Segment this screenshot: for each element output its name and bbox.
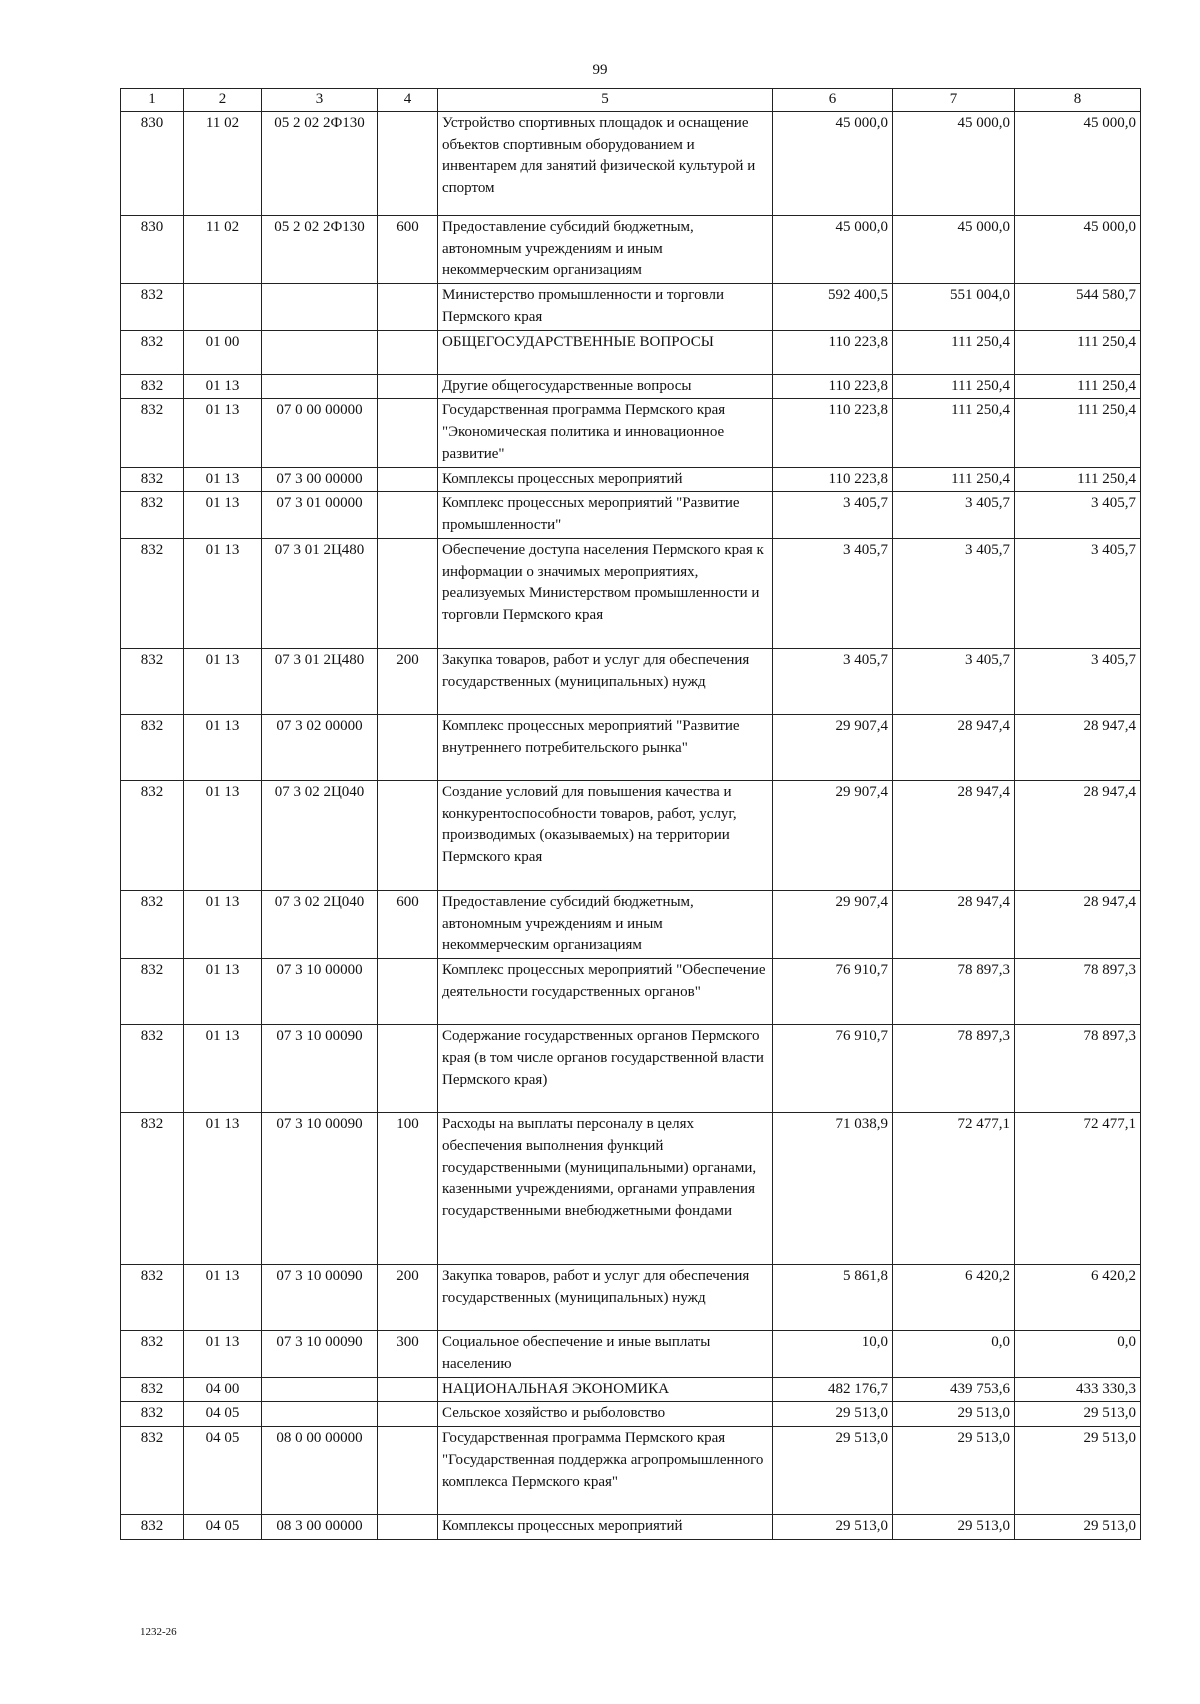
cell-c8: 78 897,3 [1015,959,1141,1025]
cell-c5: Министерство промышленности и торговли Пермского края [438,284,773,331]
table-row [121,399,1141,467]
table-row [121,467,1141,492]
cell-c5: Комплекс процессных мероприятий "Обеспечение деятельности государственных органов" [438,959,773,1025]
cell-c2: 01 13 [184,648,262,714]
table-body [121,111,1141,1539]
cell-c3: 05 2 02 2Ф130 [262,111,378,215]
cell-c3: 07 3 00 00000 [262,467,378,492]
cell-c1: 832 [121,780,184,890]
cell-c8: 29 513,0 [1015,1402,1141,1427]
table-row [121,284,1141,331]
cell-c6: 3 405,7 [773,538,893,648]
cell-c4 [378,1515,438,1540]
cell-c4 [378,330,438,374]
table-row [121,890,1141,958]
cell-c6: 29 907,4 [773,780,893,890]
cell-c2: 01 13 [184,1113,262,1265]
cell-c3 [262,374,378,399]
cell-c7: 3 405,7 [893,648,1015,714]
cell-c5: НАЦИОНАЛЬНАЯ ЭКОНОМИКА [438,1377,773,1402]
cell-c4 [378,492,438,539]
cell-c2: 04 05 [184,1427,262,1515]
cell-c4: 300 [378,1331,438,1378]
cell-c4 [378,399,438,467]
cell-c7: 6 420,2 [893,1265,1015,1331]
cell-c6: 110 223,8 [773,330,893,374]
cell-c8: 28 947,4 [1015,780,1141,890]
cell-c8: 29 513,0 [1015,1427,1141,1515]
table-row [121,374,1141,399]
cell-c2: 01 13 [184,1025,262,1113]
cell-c6: 10,0 [773,1331,893,1378]
cell-c1: 832 [121,648,184,714]
cell-c4 [378,1025,438,1113]
cell-c1: 832 [121,399,184,467]
cell-c8: 3 405,7 [1015,648,1141,714]
cell-c4 [378,467,438,492]
cell-c1: 832 [121,374,184,399]
cell-c5: Расходы на выплаты персоналу в целях обеспечения выполнения функций государственными (муниципальными) органами, казенными учреждениями, органами управления государственными внебюджетными фондами [438,1113,773,1265]
cell-c7: 29 513,0 [893,1515,1015,1540]
table-row [121,1515,1141,1540]
cell-c5: Другие общегосударственные вопросы [438,374,773,399]
cell-c5: Предоставление субсидий бюджетным, автономным учреждениям и иным некоммерческим организациям [438,215,773,283]
cell-c7: 29 513,0 [893,1427,1015,1515]
cell-c5: Социальное обеспечение и иные выплаты населению [438,1331,773,1378]
cell-c2: 04 05 [184,1515,262,1540]
cell-c6: 110 223,8 [773,374,893,399]
cell-c4: 100 [378,1113,438,1265]
table-row [121,714,1141,780]
cell-c4 [378,1427,438,1515]
cell-c1: 832 [121,1427,184,1515]
cell-c5: Комплексы процессных мероприятий [438,1515,773,1540]
cell-c7: 3 405,7 [893,492,1015,539]
cell-c2: 04 05 [184,1402,262,1427]
cell-c5: Закупка товаров, работ и услуг для обеспечения государственных (муниципальных) нужд [438,1265,773,1331]
table-row [121,1025,1141,1113]
cell-c6: 592 400,5 [773,284,893,331]
cell-c2: 01 13 [184,1331,262,1378]
cell-c8: 45 000,0 [1015,111,1141,215]
cell-c7: 111 250,4 [893,330,1015,374]
cell-c7: 111 250,4 [893,467,1015,492]
cell-c6: 3 405,7 [773,492,893,539]
document-code: 1232-26 [140,1626,177,1638]
cell-c7: 551 004,0 [893,284,1015,331]
cell-c5: Комплексы процессных мероприятий [438,467,773,492]
table-row [121,1265,1141,1331]
cell-c6: 110 223,8 [773,399,893,467]
column-header: 6 [773,89,893,112]
cell-c7: 45 000,0 [893,111,1015,215]
cell-c4 [378,780,438,890]
cell-c8: 111 250,4 [1015,330,1141,374]
cell-c5: Закупка товаров, работ и услуг для обеспечения государственных (муниципальных) нужд [438,648,773,714]
cell-c3 [262,1402,378,1427]
cell-c6: 71 038,9 [773,1113,893,1265]
cell-c1: 832 [121,492,184,539]
column-header: 3 [262,89,378,112]
table-row [121,538,1141,648]
cell-c5: Содержание государственных органов Пермского края (в том числе органов государственной власти Пермского края) [438,1025,773,1113]
cell-c4 [378,374,438,399]
cell-c8: 6 420,2 [1015,1265,1141,1331]
cell-c4: 200 [378,648,438,714]
cell-c7: 72 477,1 [893,1113,1015,1265]
cell-c7: 29 513,0 [893,1402,1015,1427]
cell-c7: 439 753,6 [893,1377,1015,1402]
cell-c3: 07 3 10 00090 [262,1331,378,1378]
cell-c2: 01 13 [184,780,262,890]
cell-c3 [262,1377,378,1402]
cell-c5: Устройство спортивных площадок и оснащение объектов спортивным оборудованием и инвентарем для занятий физической культурой и спортом [438,111,773,215]
cell-c3: 07 0 00 00000 [262,399,378,467]
cell-c6: 482 176,7 [773,1377,893,1402]
cell-c1: 832 [121,1025,184,1113]
cell-c2: 01 00 [184,330,262,374]
cell-c1: 830 [121,215,184,283]
page-number: 99 [592,62,608,78]
cell-c3: 08 0 00 00000 [262,1427,378,1515]
cell-c7: 111 250,4 [893,374,1015,399]
column-header: 5 [438,89,773,112]
cell-c1: 832 [121,959,184,1025]
cell-c3: 07 3 02 2Ц040 [262,780,378,890]
cell-c3: 08 3 00 00000 [262,1515,378,1540]
cell-c7: 28 947,4 [893,780,1015,890]
table-row [121,492,1141,539]
cell-c1: 832 [121,284,184,331]
cell-c1: 832 [121,1331,184,1378]
cell-c2: 01 13 [184,1265,262,1331]
cell-c8: 111 250,4 [1015,467,1141,492]
cell-c3 [262,284,378,331]
cell-c1: 832 [121,1515,184,1540]
cell-c8: 72 477,1 [1015,1113,1141,1265]
cell-c7: 45 000,0 [893,215,1015,283]
cell-c6: 29 907,4 [773,890,893,958]
cell-c8: 433 330,3 [1015,1377,1141,1402]
cell-c2: 01 13 [184,374,262,399]
cell-c1: 832 [121,1402,184,1427]
cell-c6: 45 000,0 [773,215,893,283]
cell-c4 [378,538,438,648]
cell-c2 [184,284,262,331]
cell-c3: 07 3 10 00090 [262,1113,378,1265]
cell-c5: Создание условий для повышения качества и конкурентоспособности товаров, работ, услуг, производимых (оказываемых) на территории Пермского края [438,780,773,890]
column-header: 1 [121,89,184,112]
cell-c1: 832 [121,1377,184,1402]
cell-c8: 3 405,7 [1015,492,1141,539]
cell-c4 [378,284,438,331]
cell-c7: 3 405,7 [893,538,1015,648]
column-header: 8 [1015,89,1141,112]
cell-c6: 29 513,0 [773,1515,893,1540]
cell-c3: 07 3 01 00000 [262,492,378,539]
cell-c4 [378,959,438,1025]
cell-c3 [262,330,378,374]
cell-c1: 832 [121,538,184,648]
cell-c1: 832 [121,714,184,780]
cell-c8: 111 250,4 [1015,374,1141,399]
cell-c1: 830 [121,111,184,215]
cell-c6: 29 513,0 [773,1402,893,1427]
table-row [121,648,1141,714]
cell-c5: Государственная программа Пермского края "Государственная поддержка агропромышленного комплекса Пермского края" [438,1427,773,1515]
cell-c5: ОБЩЕГОСУДАРСТВЕННЫЕ ВОПРОСЫ [438,330,773,374]
cell-c3: 07 3 02 00000 [262,714,378,780]
cell-c4: 600 [378,215,438,283]
cell-c7: 111 250,4 [893,399,1015,467]
cell-c2: 01 13 [184,890,262,958]
cell-c8: 111 250,4 [1015,399,1141,467]
cell-c4: 200 [378,1265,438,1331]
cell-c4 [378,714,438,780]
cell-c2: 11 02 [184,215,262,283]
cell-c2: 04 00 [184,1377,262,1402]
cell-c8: 45 000,0 [1015,215,1141,283]
cell-c4 [378,111,438,215]
table-row [121,1402,1141,1427]
cell-c1: 832 [121,1113,184,1265]
column-header: 2 [184,89,262,112]
cell-c1: 832 [121,330,184,374]
cell-c7: 78 897,3 [893,959,1015,1025]
column-header: 4 [378,89,438,112]
cell-c2: 01 13 [184,492,262,539]
cell-c7: 28 947,4 [893,714,1015,780]
cell-c6: 45 000,0 [773,111,893,215]
header-row [121,89,1141,112]
cell-c4 [378,1377,438,1402]
budget-table [120,88,1141,1540]
cell-c3: 07 3 10 00090 [262,1025,378,1113]
table-row [121,780,1141,890]
cell-c4: 600 [378,890,438,958]
table-row [121,959,1141,1025]
cell-c6: 5 861,8 [773,1265,893,1331]
table-row [121,1331,1141,1378]
table-row [121,215,1141,283]
table-row [121,111,1141,215]
cell-c6: 110 223,8 [773,467,893,492]
cell-c5: Предоставление субсидий бюджетным, автономным учреждениям и иным некоммерческим организациям [438,890,773,958]
table-row [121,1113,1141,1265]
cell-c6: 76 910,7 [773,959,893,1025]
cell-c4 [378,1402,438,1427]
cell-c2: 11 02 [184,111,262,215]
cell-c5: Комплекс процессных мероприятий "Развитие промышленности" [438,492,773,539]
cell-c5: Государственная программа Пермского края "Экономическая политика и инновационное развитие" [438,399,773,467]
cell-c8: 3 405,7 [1015,538,1141,648]
cell-c2: 01 13 [184,538,262,648]
cell-c8: 28 947,4 [1015,890,1141,958]
cell-c2: 01 13 [184,467,262,492]
cell-c7: 28 947,4 [893,890,1015,958]
cell-c1: 832 [121,890,184,958]
cell-c3: 07 3 01 2Ц480 [262,648,378,714]
column-header: 7 [893,89,1015,112]
cell-c7: 78 897,3 [893,1025,1015,1113]
cell-c3: 07 3 10 00090 [262,1265,378,1331]
table-row [121,1377,1141,1402]
cell-c3: 07 3 01 2Ц480 [262,538,378,648]
cell-c6: 76 910,7 [773,1025,893,1113]
cell-c2: 01 13 [184,959,262,1025]
cell-c6: 29 513,0 [773,1427,893,1515]
cell-c1: 832 [121,467,184,492]
cell-c5: Обеспечение доступа населения Пермского края к информации о значимых мероприятиях, реализуемых Министерством промышленности и торговли Пермского края [438,538,773,648]
cell-c3: 07 3 02 2Ц040 [262,890,378,958]
cell-c7: 0,0 [893,1331,1015,1378]
cell-c2: 01 13 [184,714,262,780]
cell-c8: 0,0 [1015,1331,1141,1378]
cell-c6: 29 907,4 [773,714,893,780]
cell-c2: 01 13 [184,399,262,467]
table-row [121,330,1141,374]
cell-c3: 05 2 02 2Ф130 [262,215,378,283]
cell-c8: 78 897,3 [1015,1025,1141,1113]
table-row [121,1427,1141,1515]
cell-c6: 3 405,7 [773,648,893,714]
cell-c8: 29 513,0 [1015,1515,1141,1540]
cell-c3: 07 3 10 00000 [262,959,378,1025]
cell-c8: 544 580,7 [1015,284,1141,331]
cell-c8: 28 947,4 [1015,714,1141,780]
cell-c1: 832 [121,1265,184,1331]
cell-c5: Сельское хозяйство и рыболовство [438,1402,773,1427]
cell-c5: Комплекс процессных мероприятий "Развитие внутреннего потребительского рынка" [438,714,773,780]
